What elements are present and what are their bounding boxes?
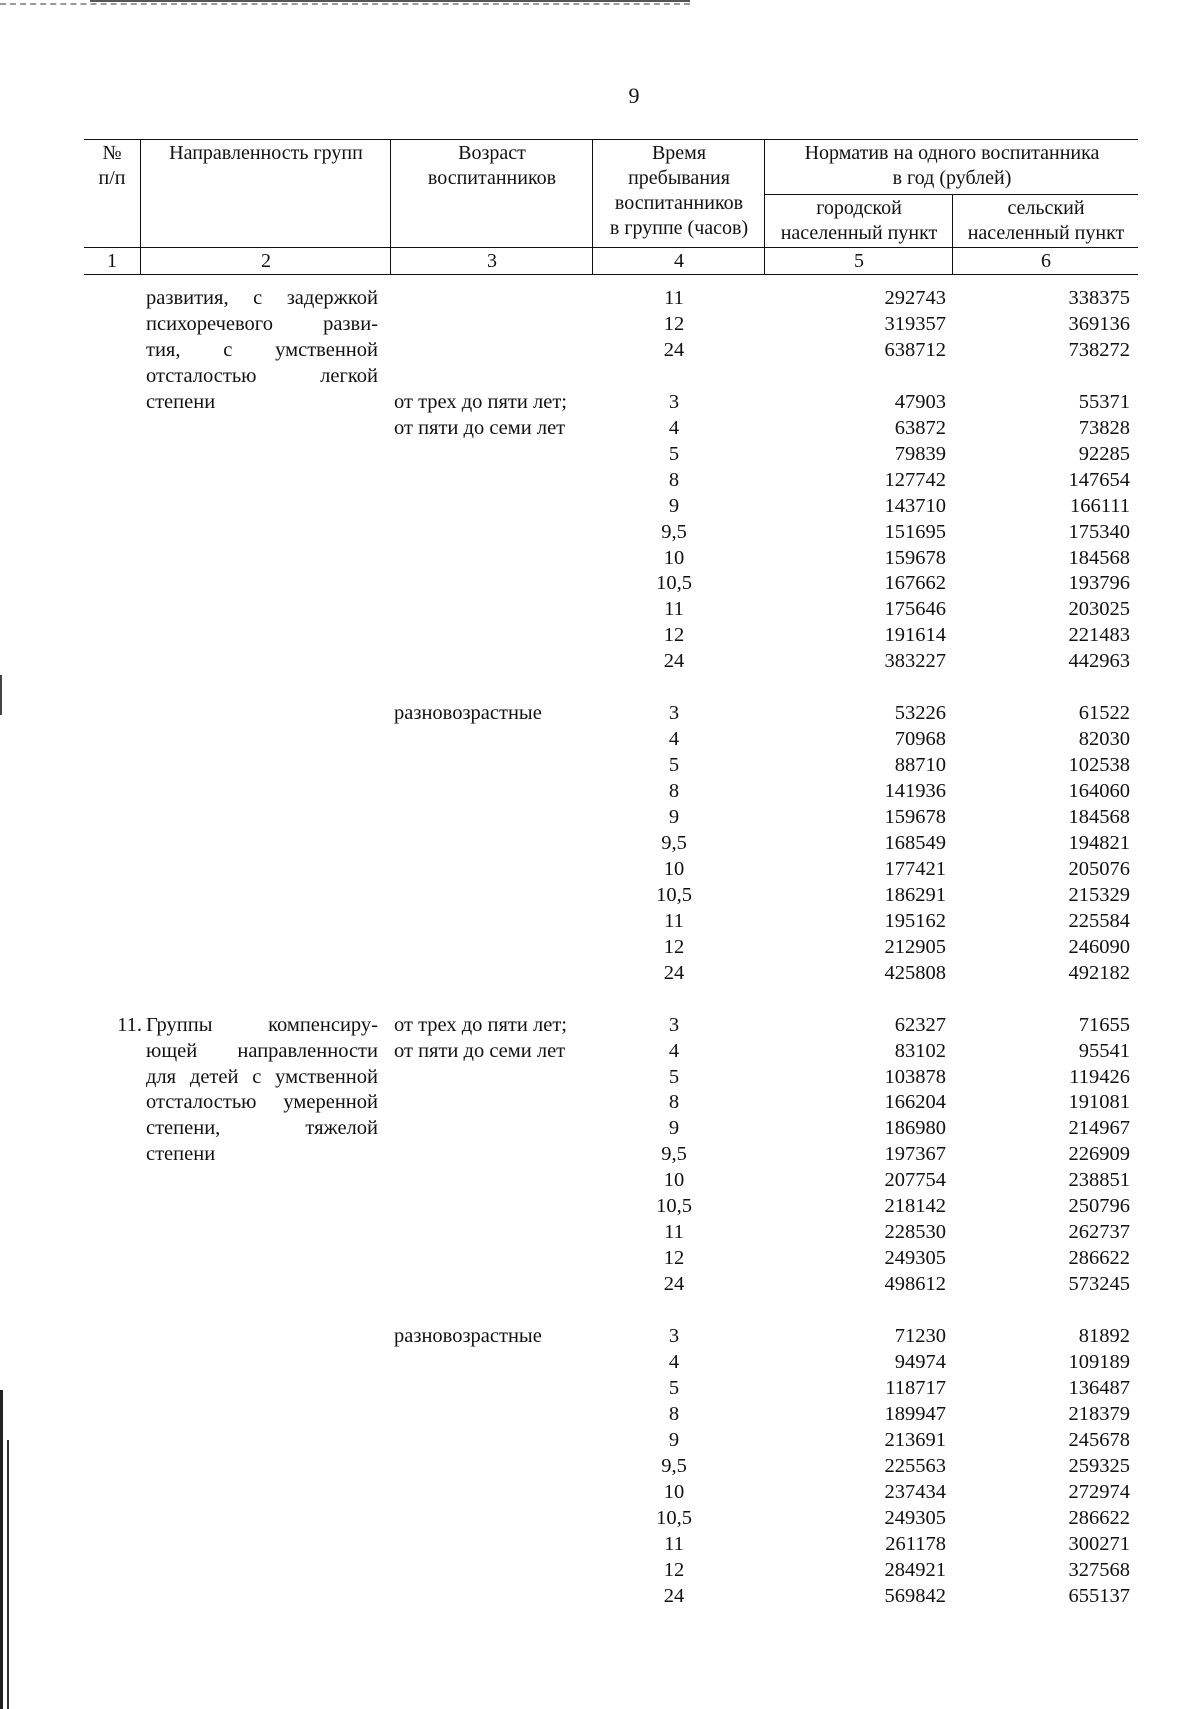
cell-hours: 8 — [668, 468, 680, 491]
cell-rural: 61522 — [1078, 702, 1130, 725]
table-row — [0, 1505, 1200, 1531]
cell-city: 213691 — [884, 1428, 946, 1451]
table-row — [0, 1453, 1200, 1479]
header-col-normative-line1: Норматив на одного воспитанника — [804, 142, 1100, 164]
header-col-age — [392, 141, 592, 191]
table-row — [0, 726, 1200, 752]
cell-age: разновозрастные — [394, 702, 542, 725]
cell-rural: 238851 — [1068, 1169, 1130, 1192]
table-row — [0, 1271, 1200, 1297]
header-bottom-rule — [84, 274, 1138, 275]
cell-city: 159678 — [884, 806, 946, 828]
header-col-age-line2: воспитанников — [427, 167, 557, 189]
table-row — [0, 596, 1200, 622]
cell-city: 319357 — [884, 312, 946, 335]
cell-rural: 214967 — [1068, 1117, 1130, 1140]
table-row — [0, 1401, 1200, 1427]
cell-rural: 147654 — [1068, 468, 1130, 491]
cell-name: для детей с умственной — [146, 1065, 378, 1088]
table-row — [0, 1531, 1200, 1557]
cell-rural: 492182 — [1068, 961, 1130, 984]
cell-city: 249305 — [884, 1247, 946, 1270]
cell-hours: 11 — [664, 287, 684, 309]
table-row — [0, 1479, 1200, 1505]
cell-rural: 119426 — [1069, 1065, 1130, 1088]
cell-hours: 12 — [663, 1247, 685, 1270]
cell-name: Группы компенсиру- — [146, 1013, 378, 1036]
header-col-direction: Направленность групп — [169, 142, 363, 164]
table-row — [0, 986, 1200, 1012]
cell-rural: 215329 — [1068, 883, 1130, 906]
cell-hours: 8 — [668, 1402, 680, 1425]
cell-hours: 9 — [668, 1117, 680, 1140]
cell-rural: 262737 — [1068, 1221, 1130, 1244]
table-row — [0, 1427, 1200, 1453]
header-col-hours-line1: Время — [651, 142, 707, 164]
header-num-3: 3 — [487, 250, 497, 272]
cell-rural: 338375 — [1068, 287, 1130, 309]
cell-hours: 4 — [668, 1350, 680, 1373]
cell-hours: 9 — [668, 806, 680, 828]
cell-city: 127742 — [884, 468, 946, 491]
cell-city: 383227 — [884, 650, 946, 673]
header-num-2: 2 — [261, 250, 271, 272]
table-row — [0, 934, 1200, 960]
cell-hours: 3 — [668, 702, 680, 725]
header-vrule-3 — [592, 139, 593, 274]
cell-city: 151695 — [884, 520, 946, 543]
cell-hours: 24 — [663, 650, 685, 673]
cell-hours: 10,5 — [656, 1195, 692, 1218]
header-col-rural-line2: населенный пункт — [967, 222, 1125, 244]
cell-city: 638712 — [884, 338, 946, 361]
cell-rural: 166111 — [1070, 494, 1130, 517]
table-row — [0, 1219, 1200, 1245]
table-row — [0, 960, 1200, 986]
table-header — [84, 139, 1138, 274]
cell-rural: 164060 — [1068, 780, 1130, 803]
cell-city: 225563 — [884, 1454, 946, 1477]
table-row — [0, 1297, 1200, 1323]
cell-hours: 12 — [663, 935, 685, 958]
cell-name: степени, тяжелой — [146, 1117, 378, 1140]
cell-age: разновозрастные — [394, 1325, 542, 1347]
header-col-rural-line1: сельский — [1007, 197, 1085, 219]
cell-hours: 3 — [668, 1013, 680, 1036]
cell-rural: 573245 — [1068, 1273, 1130, 1296]
header-vrule-5 — [952, 194, 953, 274]
cell-city: 159678 — [884, 546, 946, 569]
cell-city: 70968 — [894, 728, 946, 751]
table-row — [0, 1012, 1200, 1038]
table-row — [0, 700, 1200, 726]
cell-rural: 246090 — [1068, 935, 1130, 958]
cell-hours: 9 — [668, 1428, 680, 1451]
cell-city: 177421 — [884, 857, 946, 880]
header-sub-rule — [764, 194, 1138, 195]
cell-hours: 24 — [663, 338, 685, 361]
cell-city: 71230 — [894, 1325, 946, 1347]
cell-hours: 4 — [668, 728, 680, 751]
table-row — [0, 441, 1200, 467]
table-row — [0, 1141, 1200, 1167]
cell-city: 94974 — [894, 1350, 946, 1373]
cell-hours: 12 — [663, 1558, 685, 1581]
cell-rural: 73828 — [1078, 416, 1130, 439]
cell-city: 261178 — [885, 1532, 946, 1555]
cell-name: степени — [146, 1143, 216, 1166]
cell-rural: 175340 — [1068, 520, 1130, 543]
table-row — [0, 415, 1200, 441]
cell-hours: 10 — [663, 1480, 685, 1503]
table-row — [0, 363, 1200, 389]
table-row — [0, 311, 1200, 337]
table-row — [0, 1245, 1200, 1271]
cell-hours: 3 — [668, 390, 680, 413]
cell-hours: 11 — [664, 1532, 684, 1555]
cell-rural: 194821 — [1068, 831, 1130, 854]
cell-city: 118717 — [885, 1376, 946, 1399]
cell-rural: 259325 — [1068, 1454, 1130, 1477]
table-row — [0, 1583, 1200, 1609]
cell-hours: 8 — [668, 780, 680, 803]
cell-name: психоречевого разви- — [146, 312, 378, 335]
cell-city: 103878 — [884, 1065, 946, 1088]
cell-rural: 300271 — [1068, 1532, 1130, 1555]
page-number: 9 — [628, 83, 640, 108]
header-vrule-1 — [140, 139, 141, 274]
cell-hours: 9,5 — [661, 1454, 687, 1477]
table-row — [0, 570, 1200, 596]
header-num-4: 4 — [674, 250, 684, 272]
cell-city: 292743 — [884, 287, 946, 309]
table-row — [0, 882, 1200, 908]
cell-city: 175646 — [884, 598, 946, 621]
cell-hours: 9 — [668, 494, 680, 517]
header-col-num-line1: № — [102, 142, 122, 164]
table-row — [0, 1167, 1200, 1193]
header-col-city-line2: населенный пункт — [780, 222, 938, 244]
cell-hours: 9,5 — [661, 1143, 687, 1166]
cell-rural: 286622 — [1068, 1506, 1130, 1529]
cell-city: 284921 — [884, 1558, 946, 1581]
cell-city: 63872 — [894, 416, 946, 439]
header-num-6: 6 — [1041, 250, 1051, 272]
cell-rural: 184568 — [1068, 806, 1130, 828]
table-row — [0, 519, 1200, 545]
cell-city: 237434 — [884, 1480, 946, 1503]
cell-hours: 12 — [663, 312, 685, 335]
header-col-num-line2: п/п — [98, 167, 126, 189]
cell-rural: 221483 — [1068, 624, 1130, 647]
table-row — [0, 1038, 1200, 1064]
cell-rural: 327568 — [1068, 1558, 1130, 1581]
cell-hours: 12 — [663, 624, 685, 647]
cell-rural: 81892 — [1078, 1325, 1130, 1347]
cell-hours: 5 — [668, 1065, 680, 1088]
cell-rural: 71655 — [1078, 1013, 1130, 1036]
cell-rural: 225584 — [1068, 909, 1130, 932]
cell-city: 197367 — [884, 1143, 946, 1166]
cell-city: 79839 — [894, 442, 946, 465]
cell-city: 498612 — [884, 1273, 946, 1296]
cell-city: 167662 — [884, 572, 946, 595]
table-row — [0, 285, 1200, 311]
table-row — [0, 674, 1200, 700]
cell-age: от пяти до семи лет — [394, 416, 566, 439]
cell-hours: 10,5 — [656, 883, 692, 906]
table-row — [0, 1323, 1200, 1349]
header-top-rule — [84, 139, 1138, 140]
cell-city: 425808 — [884, 961, 946, 984]
cell-hours: 11 — [664, 598, 684, 621]
cell-hours: 10 — [663, 546, 685, 569]
cell-city: 53226 — [894, 702, 946, 725]
cell-rural: 245678 — [1068, 1428, 1130, 1451]
header-col-hours — [594, 141, 764, 241]
table-row — [0, 493, 1200, 519]
cell-rural: 184568 — [1068, 546, 1130, 569]
cell-rural: 82030 — [1078, 728, 1130, 751]
table-row — [0, 389, 1200, 415]
table-row — [0, 337, 1200, 363]
header-vrule-2 — [390, 139, 391, 274]
cell-hours: 5 — [668, 442, 680, 465]
cell-hours: 10 — [663, 1169, 685, 1192]
table-row — [0, 545, 1200, 571]
cell-name: развития, с задержкой — [146, 287, 378, 309]
cell-age: от трех до пяти лет; — [394, 1013, 567, 1036]
cell-num: 11. — [117, 1013, 142, 1036]
cell-name: тия, с умственной — [146, 338, 378, 361]
cell-city: 83102 — [894, 1039, 946, 1062]
table-row — [0, 908, 1200, 934]
header-mid-rule — [84, 247, 1138, 248]
table-row — [0, 1064, 1200, 1090]
header-col-normative — [766, 141, 1138, 191]
cell-rural: 272974 — [1068, 1480, 1130, 1503]
cell-hours: 10 — [663, 857, 685, 880]
cell-rural: 203025 — [1068, 598, 1130, 621]
header-col-num — [84, 141, 140, 191]
table-row — [0, 1349, 1200, 1375]
cell-hours: 5 — [668, 754, 680, 777]
cell-city: 195162 — [884, 909, 946, 932]
header-col-normative-line2: в год (рублей) — [892, 167, 1012, 189]
cell-city: 207754 — [884, 1169, 946, 1192]
scan-artifact-top-line — [90, 0, 690, 2]
cell-name: ющей направленности — [146, 1039, 378, 1062]
cell-rural: 191081 — [1068, 1091, 1130, 1114]
cell-rural: 193796 — [1068, 572, 1130, 595]
cell-age: от пяти до семи лет — [394, 1039, 566, 1062]
cell-rural: 738272 — [1068, 338, 1130, 361]
cell-rural: 205076 — [1068, 857, 1130, 880]
cell-rural: 92285 — [1078, 442, 1130, 465]
header-col-age-line1: Возраст — [458, 142, 526, 164]
cell-rural: 369136 — [1068, 312, 1130, 335]
cell-hours: 4 — [668, 416, 680, 439]
cell-name: отсталостью умеренной — [146, 1091, 378, 1114]
table-row — [0, 856, 1200, 882]
cell-city: 212905 — [884, 935, 946, 958]
cell-city: 218142 — [884, 1195, 946, 1218]
cell-city: 191614 — [884, 624, 946, 647]
cell-hours: 9,5 — [661, 520, 687, 543]
header-num-1: 1 — [107, 250, 117, 272]
cell-hours: 10,5 — [656, 1506, 692, 1529]
cell-hours: 11 — [664, 909, 684, 932]
cell-rural: 442963 — [1068, 650, 1130, 673]
cell-city: 166204 — [884, 1091, 946, 1114]
cell-city: 88710 — [894, 754, 946, 777]
header-num-5: 5 — [854, 250, 864, 272]
cell-name: степени — [146, 390, 216, 413]
table-row — [0, 1557, 1200, 1583]
cell-hours: 24 — [663, 1584, 685, 1607]
table-row — [0, 1193, 1200, 1219]
cell-rural: 102538 — [1068, 754, 1130, 777]
table-row — [0, 648, 1200, 674]
cell-hours: 11 — [664, 1221, 684, 1244]
cell-hours: 9,5 — [661, 831, 687, 854]
header-vrule-4 — [764, 139, 765, 274]
cell-rural: 55371 — [1078, 390, 1130, 413]
header-col-rural — [954, 196, 1138, 246]
cell-city: 143710 — [884, 494, 946, 517]
cell-name: отсталостью легкой — [146, 364, 378, 387]
header-col-hours-line2: пребывания — [628, 167, 730, 189]
cell-hours: 3 — [668, 1325, 680, 1347]
header-col-city — [766, 196, 952, 246]
table-row — [0, 467, 1200, 493]
table-row — [0, 830, 1200, 856]
cell-city: 47903 — [894, 390, 946, 413]
cell-city: 186980 — [884, 1117, 946, 1140]
header-col-hours-line3: воспитанников — [614, 192, 744, 214]
cell-city: 186291 — [884, 883, 946, 906]
table-row — [0, 778, 1200, 804]
cell-city: 228530 — [884, 1221, 946, 1244]
table-row — [0, 804, 1200, 830]
cell-rural: 95541 — [1078, 1039, 1130, 1062]
cell-city: 189947 — [884, 1402, 946, 1425]
table-row — [0, 1115, 1200, 1141]
cell-rural: 136487 — [1068, 1376, 1130, 1399]
cell-rural: 286622 — [1068, 1247, 1130, 1270]
table-row — [0, 622, 1200, 648]
cell-hours: 10,5 — [656, 572, 692, 595]
cell-rural: 655137 — [1068, 1584, 1130, 1607]
cell-rural: 109189 — [1068, 1350, 1130, 1373]
scan-artifact-top — [0, 3, 690, 5]
cell-rural: 250796 — [1068, 1195, 1130, 1218]
cell-city: 249305 — [884, 1506, 946, 1529]
cell-hours: 4 — [668, 1039, 680, 1062]
cell-city: 569842 — [884, 1584, 946, 1607]
cell-hours: 5 — [668, 1376, 680, 1399]
cell-city: 62327 — [894, 1013, 946, 1036]
cell-city: 141936 — [884, 780, 946, 803]
table-row — [0, 1375, 1200, 1401]
cell-hours: 8 — [668, 1091, 680, 1114]
header-col-city-line1: городской — [816, 197, 902, 219]
cell-rural: 218379 — [1068, 1402, 1130, 1425]
header-col-hours-line4: в группе (часов) — [609, 217, 749, 239]
cell-hours: 24 — [663, 961, 685, 984]
cell-rural: 226909 — [1068, 1143, 1130, 1166]
cell-age: от трех до пяти лет; — [394, 390, 567, 413]
table-row — [0, 1089, 1200, 1115]
cell-hours: 24 — [663, 1273, 685, 1296]
table-row — [0, 752, 1200, 778]
cell-city: 168549 — [884, 831, 946, 854]
